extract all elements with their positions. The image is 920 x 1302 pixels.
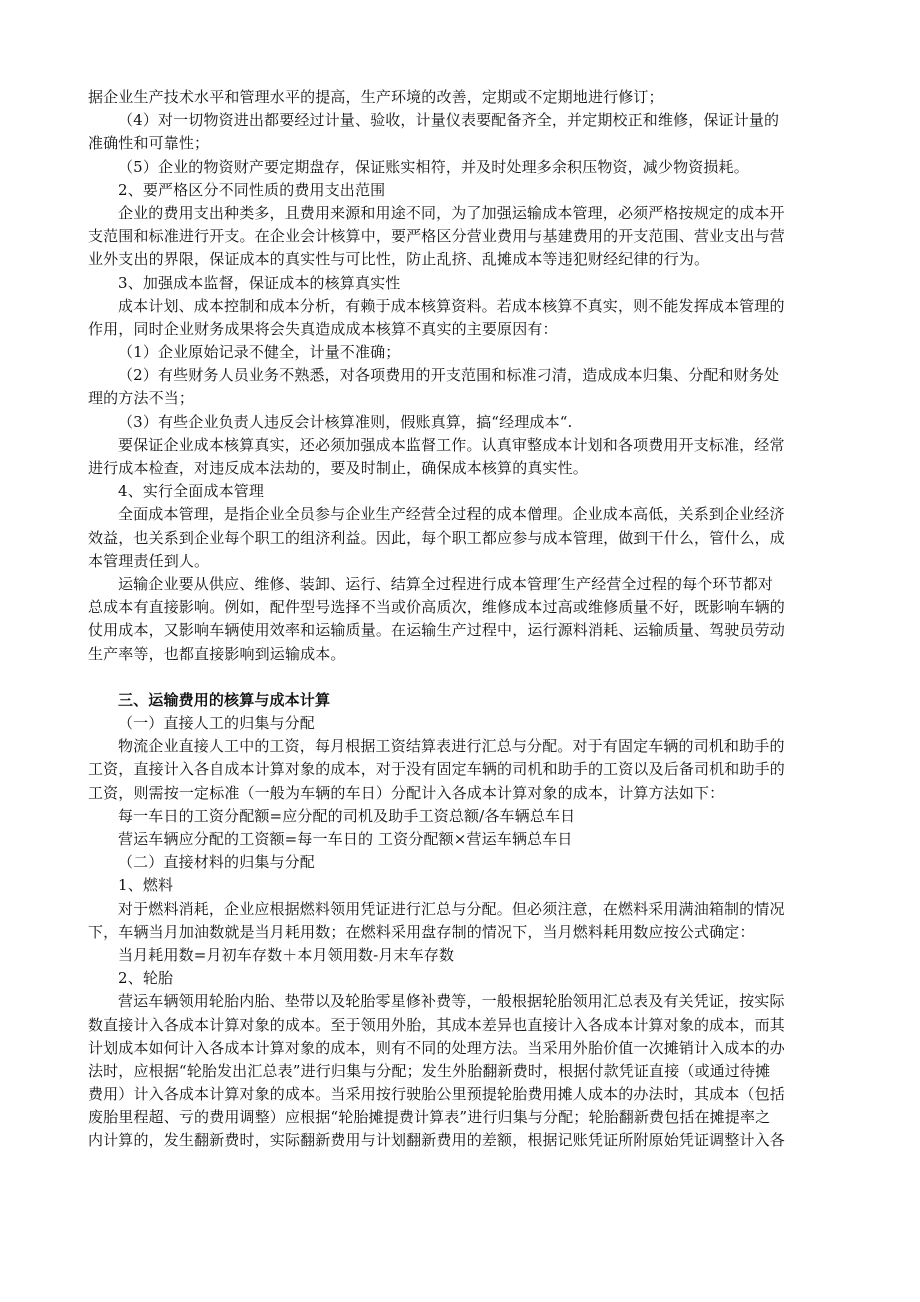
- text-line: 成本计划、成本控制和成本分析，有赖于成本核算资料。若成本核算不真实，则不能发挥成本管理的: [118, 296, 785, 315]
- text-line: 工资，直接计入各自成本计算对象的成本，对于没有固定车辆的司机和助手的工资以及后备司机和助手的: [88, 760, 785, 779]
- text-line: 营运车辆应分配的工资额=每一车日的 工资分配额×营运车辆总车日: [118, 830, 573, 848]
- text-line: 仗用成本，又影响车辆使用效率和运输质量。在运输生产过程中，运行源料消耗、运输质量、驾驶员劳动: [88, 621, 785, 640]
- text-line: （4）对一切物资进出都要经过计量、验收，计量仪表要配备齐全，并定期校正和维修，保证计量的: [118, 111, 780, 130]
- text-line: 3、加强成本监督，保证成本的核算真实性: [118, 273, 401, 292]
- text-line: 据企业生产技术水平和管理水平的提高，生产环境的改善，定期或不定期地进行修订；: [88, 88, 664, 106]
- text-line: 计划成本如何计入各成本计算对象的成本，则有不同的处理方法。当采用外胎价值一次摊销计入成本的办: [88, 1038, 785, 1057]
- text-line: 本管理责任到人。: [88, 551, 210, 570]
- text-line: （二）直接材料的归集与分配: [118, 853, 315, 872]
- text-line: （5）企业的物资财产要定期盘存，保证账实相符，并及时处理多余积压物资，减少物资损耗。: [118, 157, 749, 176]
- text-line: 进行成本检查，对违反成本法劫的，要及时制止，确保成本核算的真实性。: [88, 459, 588, 477]
- text-line: 下，车辆当月加油数就是当月耗用数；在燃料采用盘存制的情况下，当月燃料耗用数应按公式确定：: [88, 922, 755, 941]
- text-line: （1）企业原始记录不健全，计量不准确；: [118, 343, 401, 362]
- text-line: 当月耗用数=月初车存数＋本月领用数-月末车存数: [118, 945, 455, 964]
- text-line: 理的方法不当；: [88, 389, 195, 408]
- text-line: 4、实行全面成本管理: [118, 482, 265, 501]
- text-line: 工资，则需按一定标准（一般为车辆的车日）分配计入各成本计算对象的成本，计算方法如下：: [88, 783, 725, 802]
- text-line: 2、要严格区分不同性质的费用支出范围: [118, 180, 386, 199]
- text-line: 法时，应根据“轮胎发出汇总表”进行归集与分配；发生外胎翻新费时，根据付款凭证直接（或通过待摊: [88, 1061, 771, 1080]
- text-line: 总成本有直接影响。例如，配件型号选择不当或价高质次，维修成本过高或维修质量不好，既影响车辆的: [88, 598, 785, 617]
- text-line: 全面成本管理，是指企业全员参与企业生产经营全过程的成本僧理。企业成本高低，关系到企业经济: [118, 505, 785, 524]
- text-line: 要保证企业成本核算真实，还必须加强成本监督工作。认真审整成本计划和各项费用开支标准，经常: [118, 435, 785, 454]
- text-line: 效益，也关系到企业每个职工的组济利益。因此，每个职工都应参与成本管理，做到干什么，管什么，成: [88, 528, 785, 547]
- text-line: 费用）计入各成本计算对象的成本。当采用按行驶胎公里预提轮胎费用摊人成本的办法时，其成本（包括: [88, 1085, 785, 1104]
- section-heading: 三、运输费用的核算与成本计算: [118, 690, 331, 709]
- text-line: 每一车日的工资分配额=应分配的司机及助手工资总额/各车辆总车日: [118, 806, 576, 825]
- text-line: （一）直接人工的归集与分配: [118, 714, 315, 733]
- text-line: 2、轮胎: [118, 969, 174, 988]
- text-line: 物流企业直接人工中的工资，每月根据工资结算表进行汇总与分配。对于有固定车辆的司机和助手的: [118, 737, 785, 756]
- text-line: 作用，同时企业财务成果将会失真造成成本核算不真实的主要原因有：: [88, 319, 558, 338]
- text-line: 废胎里程超、亏的费用调整）应根据“轮胎摊提费计算表”进行归集与分配；轮胎翻新费包括在摊提率之: [88, 1108, 771, 1127]
- blank-line: [88, 666, 838, 689]
- text-line: （3）有些企业负责人违反会计核算准则，假账真算，搞“经理成本“.: [118, 412, 573, 431]
- text-line: 营运车辆领用轮胎内胎、垫带以及轮胎零星修补费等，一般根据轮胎领用汇总表及有关凭证，按实际: [118, 992, 785, 1011]
- text-line: 生产率等，也都直接影响到运输成本。: [88, 644, 346, 663]
- text-line: 准确性和可靠性；: [88, 134, 210, 153]
- text-line: （2）有些财务人员业务不熟悉，对各项费用的开支范围和标准刁清，造成成本归集、分配和财务处: [118, 366, 780, 385]
- text-line: 运输企业要从供应、维修、装卸、运行、结算全过程进行成本管理′生产经营全过程的每个环节都对: [118, 574, 774, 593]
- text-line: 对于燃料消耗，企业应根据燃料领用凭证进行汇总与分配。但必须注意，在燃料采用满油箱制的情况: [118, 899, 785, 918]
- text-line: 1、燃料: [118, 876, 174, 895]
- text-line: 业外支出的界限，保证成本的真实性与可比性，防止乱挤、乱摊成本等违犯财经纪律的行为。: [88, 250, 710, 269]
- text-line: 内计算的，发生翻新费时，实际翻新费用与计划翻新费用的差额，根据记账凭证所附原始凭证调整计入各: [88, 1131, 785, 1150]
- text-line: 数直接计入各成本计算对象的成本。至于领用外胎，其成本差异也直接计入各成本计算对象的成本，而其: [88, 1015, 785, 1034]
- text-line: 支范围和标准进行开支。在企业会计核算中，要严格区分营业费用与基建费用的开支范围、营业支出与营: [88, 227, 785, 246]
- text-line: 企业的费用支出种类多，且费用来源和用途不同，为了加强运输成本管理，必须严格按规定的成本开: [118, 203, 785, 222]
